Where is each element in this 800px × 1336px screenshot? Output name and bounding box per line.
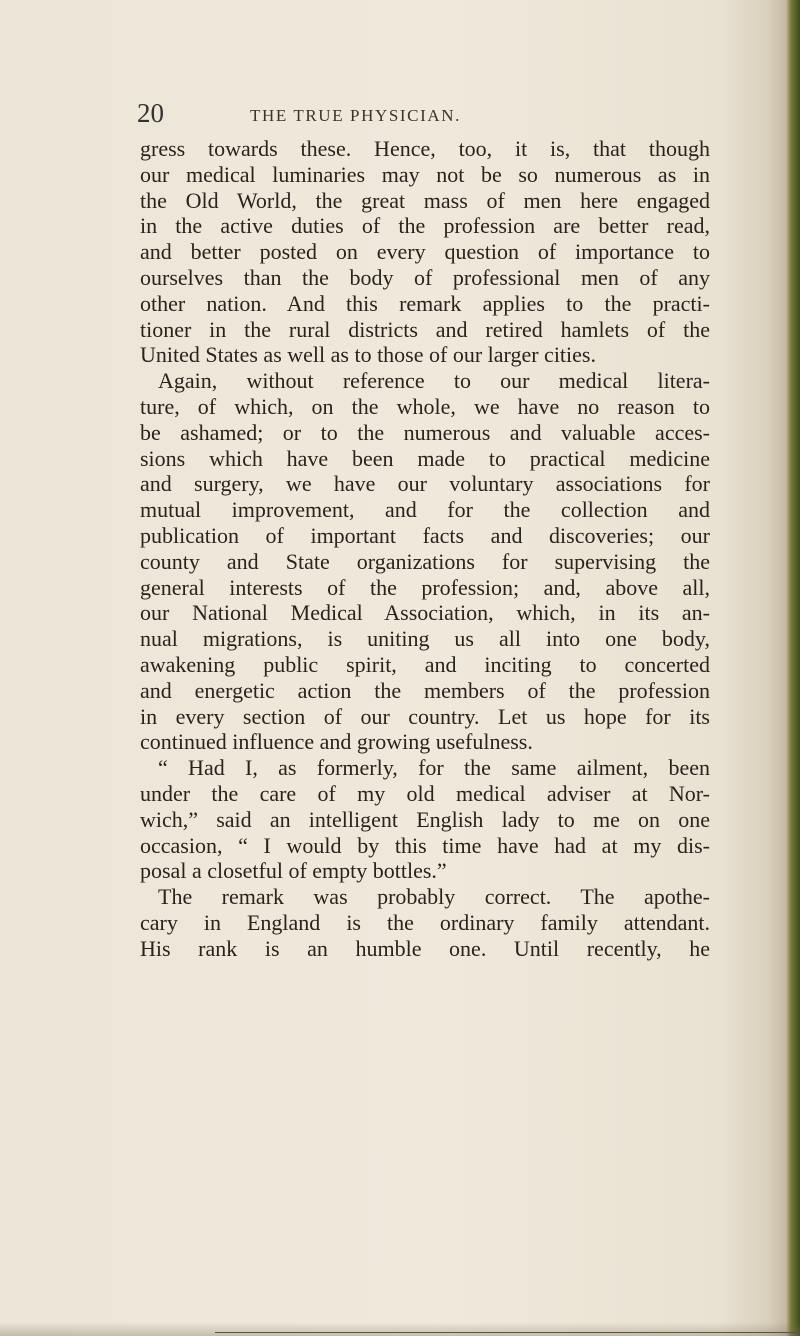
text-line: and better posted on every question of importance to (140, 239, 710, 265)
text-line: ture, of which, on the whole, we have no reason to (140, 393, 710, 419)
text-line: the Old World, the great mass of men here engaged (140, 187, 710, 213)
text-line: other nation. And this remark applies to the practi- (140, 290, 710, 316)
text-line: United States as well as to those of our larger cities. (140, 342, 596, 368)
page-number: 20 (137, 98, 164, 128)
text-line: tioner in the rural districts and retired hamlets of the (140, 316, 710, 342)
text-line: nual migrations, is uniting us all into one body, (140, 626, 710, 652)
text-line: Again, without reference to our medical litera- (158, 368, 710, 394)
bottom-edge-line (215, 1332, 800, 1333)
text-line: our medical luminaries may not be so numerous as in (140, 161, 710, 187)
body-text (140, 136, 710, 962)
text-line: cary in England is the ordinary family attendant. (140, 909, 710, 935)
text-line: in the active duties of the profession are better read, (140, 213, 710, 239)
text-line: and surgery, we have our voluntary associations for (140, 471, 710, 497)
text-line: publication of important facts and discoveries; our (140, 522, 710, 548)
page-edge-shadow (786, 0, 800, 1336)
text-line: occasion, “ I would by this time have had at my dis- (140, 832, 710, 858)
text-line: under the care of my old medical adviser at Nor- (140, 780, 710, 806)
text-line: and energetic action the members of the profession (140, 677, 710, 703)
text-line: mutual improvement, and for the collection and (140, 497, 710, 523)
text-line: posal a closetful of empty bottles.” (140, 858, 447, 884)
text-line: be ashamed; or to the numerous and valuable acces- (140, 419, 710, 445)
text-line: county and State organizations for supervising the (140, 548, 710, 574)
text-line: our National Medical Association, which, in its an- (140, 600, 710, 626)
text-line: His rank is an humble one. Until recently, he (140, 935, 710, 961)
text-line: general interests of the profession; and, above all, (140, 574, 710, 600)
text-line: in every section of our country. Let us hope for its (140, 703, 710, 729)
text-line: sions which have been made to practical medicine (140, 445, 710, 471)
text-line: awakening public spirit, and inciting to concerted (140, 651, 710, 677)
running-head: THE TRUE PHYSICIAN. (250, 106, 461, 125)
text-line: wich,” said an intelligent English lady to me on one (140, 806, 710, 832)
text-line: The remark was probably correct. The apothe- (158, 884, 710, 910)
text-line: gress towards these. Hence, too, it is, that though (140, 136, 710, 161)
text-line: ourselves than the body of professional men of any (140, 264, 710, 290)
text-line: “ Had I, as formerly, for the same ailment, been (158, 755, 710, 781)
text-line: continued influence and growing usefulness. (140, 729, 533, 755)
bottom-edge-shadow (0, 1322, 800, 1336)
